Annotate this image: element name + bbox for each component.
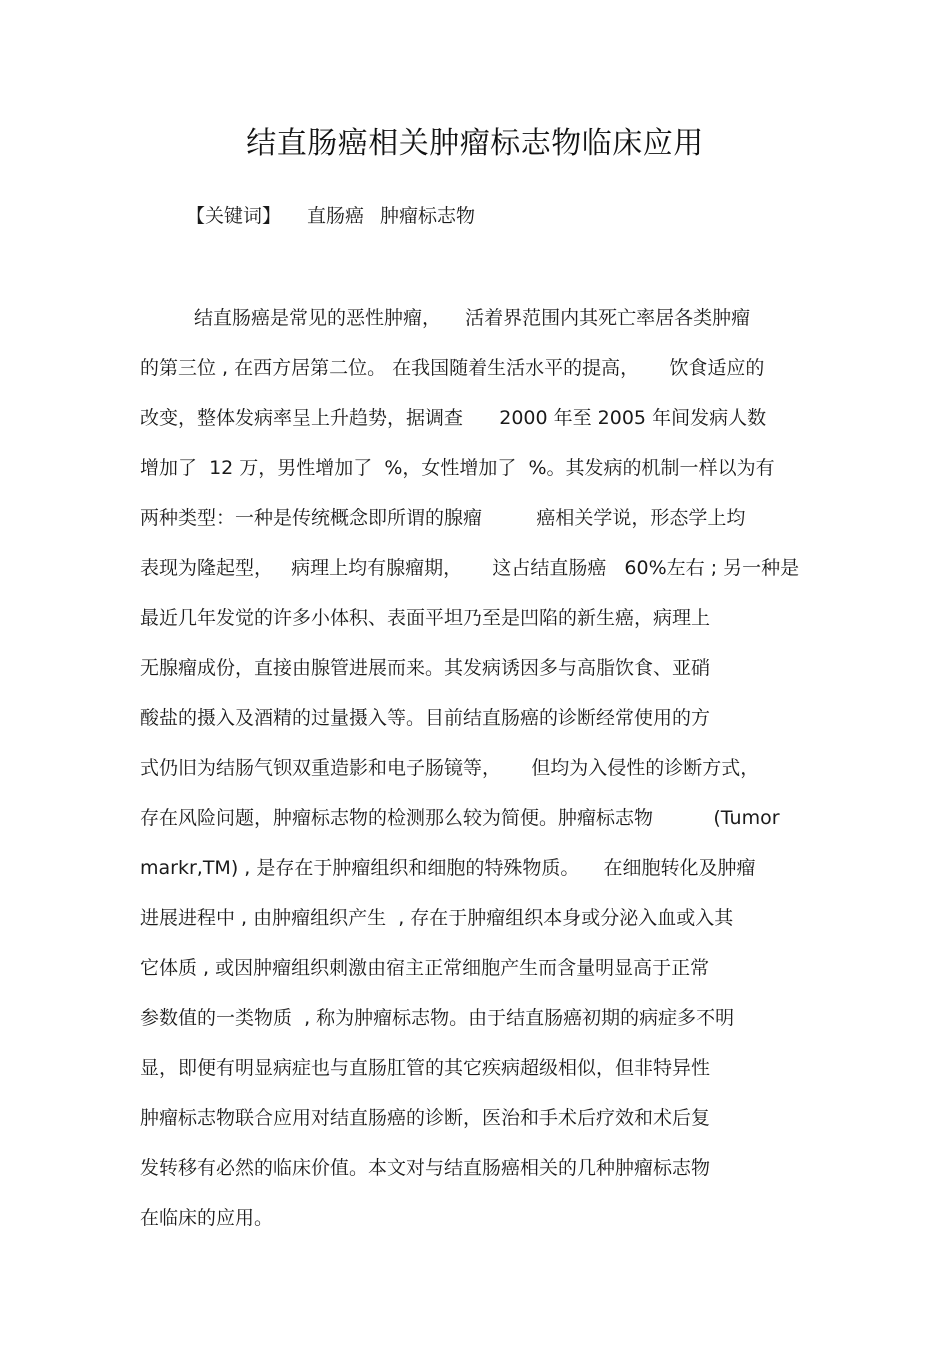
document-title: 结直肠癌相关肿瘤标志物临床应用 bbox=[246, 126, 704, 161]
paragraph-line: 发转移有必然的临床价值。本文对与结直肠癌相关的几种肿瘤标志物 bbox=[140, 1157, 711, 1179]
paragraph-line: 最近几年发觉的许多小体积、表面平坦乃至是凹陷的新生癌，病理上 bbox=[140, 607, 711, 629]
paragraph-line: 无腺瘤成份，直接由腺管进展而来。其发病诱因多与高脂饮食、亚硝 bbox=[140, 657, 711, 679]
keywords-line bbox=[186, 200, 475, 232]
paragraph-line: 酸盐的摄入及酒精的过量摄入等。目前结直肠癌的诊断经常使用的方 bbox=[140, 707, 711, 729]
paragraph-line: 进展进程中 , 由肿瘤组织产生 , 存在于肿瘤组织本身或分泌入血或入其 bbox=[140, 907, 734, 929]
paragraph-line: 改变，整体发病率呈上升趋势，据调查 2000 年至 2005 年间发病人数 bbox=[140, 407, 767, 429]
paragraph-line: 显，即便有明显病症也与直肠肛管的其它疾病超级相似，但非特异性 bbox=[140, 1057, 711, 1079]
paragraph-line: 它体质 , 或因肿瘤组织刺激由宿主正常细胞产生而含量明显高于正常 bbox=[140, 957, 710, 979]
paragraph-line: 的第三位 , 在西方居第二位。 在我国随着生活水平的提高， 饮食适应的 bbox=[140, 357, 765, 379]
paragraph-line: 增加了 12 万，男性增加了 %，女性增加了 %。其发病的机制一样以为有 bbox=[140, 457, 775, 479]
paragraph-line: 在临床的应用。 bbox=[140, 1207, 274, 1229]
paragraph-line: 式仍旧为结肠气钡双重造影和电子肠镜等， 但均为入侵性的诊断方式， bbox=[140, 757, 760, 779]
paragraph-line: markr,TM) , 是存在于肿瘤组织和细胞的特殊物质。 在细胞转化及肿瘤 bbox=[140, 857, 756, 879]
keyword-term: 肿瘤标志物 bbox=[380, 205, 476, 227]
paragraph-line: 存在风险问题，肿瘤标志物的检测那么较为简便。肿瘤标志物 (Tumor bbox=[140, 807, 780, 829]
keyword-term: 直肠癌 bbox=[307, 205, 365, 227]
paragraph-line: 两种类型：一种是传统概念即所谓的腺瘤 癌相关学说，形态学上均 bbox=[140, 507, 746, 529]
paragraph-line: 肿瘤标志物联合应用对结直肠癌的诊断，医治和手术后疗效和术后复 bbox=[140, 1107, 711, 1129]
body-paragraph bbox=[140, 300, 820, 1250]
paragraph-line: 结直肠癌是常见的恶性肿瘤， 活着界范围内其死亡率居各类肿瘤 bbox=[194, 307, 751, 329]
paragraph-line: 表现为隆起型， 病理上均有腺瘤期， 这占结直肠癌 60%左右 ; 另一种是 bbox=[140, 557, 800, 579]
keywords-label: 【关键词】 bbox=[186, 205, 282, 227]
paragraph-line: 参数值的一类物质 , 称为肿瘤标志物。由于结直肠癌初期的病症多不明 bbox=[140, 1007, 735, 1029]
